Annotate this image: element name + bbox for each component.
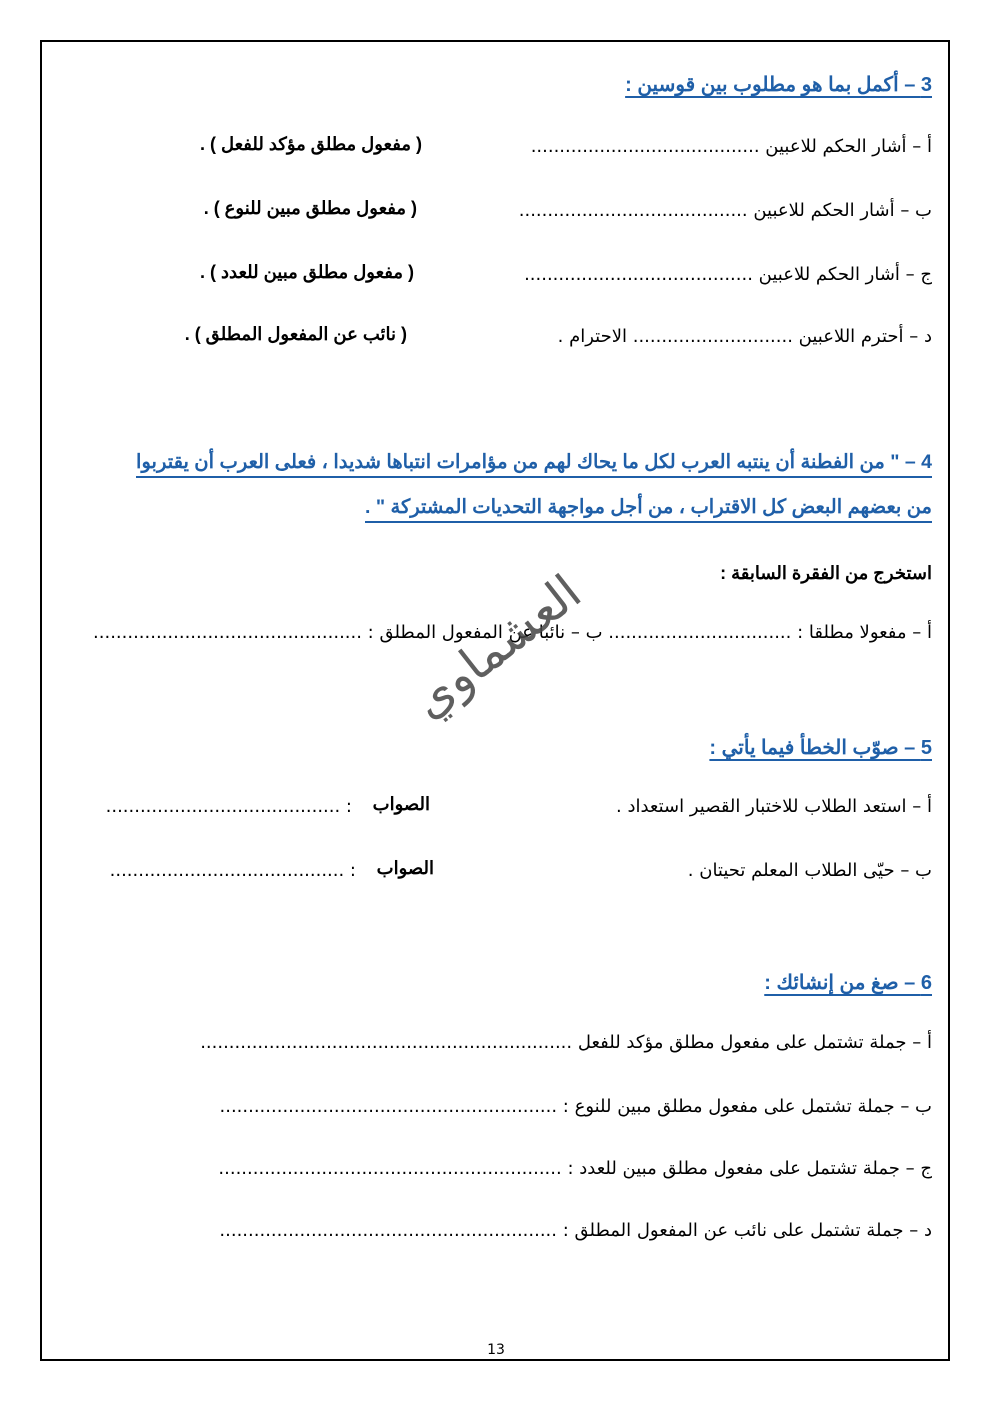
q3-item-a: أ – أشار الحكم للاعبين ........................................	[530, 136, 932, 157]
q6-title: 6 – صغ من إنشائك :	[764, 972, 932, 994]
q4-extract-label: استخرج من الفقرة السابقة :	[720, 563, 932, 583]
q5-item-b: ب – حيّى الطلاب المعلم تحيتان .	[687, 860, 932, 881]
q3-hint-c: ( مفعول مطلق مبين للعدد ) .	[200, 262, 414, 282]
q3-item-d: د – أحترم اللاعبين ............................ الاحترام .	[557, 326, 932, 347]
q5-label-b: الصواب	[376, 858, 434, 878]
q4-paragraph-line2: من بعضهم البعض كل الاقتراب ، من أجل مواجهة التحديات المشتركة " .	[365, 495, 932, 523]
q3-hint-a: ( مفعول مطلق مؤكد للفعل ) .	[199, 134, 422, 154]
q6-item-b: ب – جملة تشتمل على مفعول مطلق مبين للنوع : ...........................................................	[219, 1096, 932, 1117]
page-number: 13	[487, 1342, 505, 1358]
q5-label-a: الصواب	[372, 794, 430, 814]
q5-item-a: أ – استعد الطلاب للاختبار القصير استعداد .	[616, 796, 932, 817]
q5-title: 5 – صوّب الخطأ فيما يأتي :	[709, 737, 932, 759]
q3-item-c: ج – أشار الحكم للاعبين ........................................	[524, 264, 932, 285]
watermark-name: العشماوي	[401, 564, 592, 730]
q3-item-b: ب – أشار الحكم للاعبين ........................................	[518, 200, 932, 221]
q4-extract-items: أ – مفعولا مطلقا : ................................ ب – نائبا عن المفعول المطلق : ...............................................	[93, 622, 932, 643]
q5-blank-a: : .........................................	[105, 796, 352, 817]
q3-hint-b: ( مفعول مطلق مبين للنوع ) .	[203, 198, 417, 218]
q6-item-a: أ – جملة تشتمل على مفعول مطلق مؤكد للفعل .................................................................	[200, 1032, 932, 1053]
q5-blank-b: : .........................................	[109, 860, 356, 881]
q4-paragraph-line1: 4 – " من الفطنة أن ينتبه العرب لكل ما يحاك لهم من مؤامرات انتباها شديدا ، فعلى العرب أن يقتربوا	[136, 450, 932, 478]
q3-title: 3 – أكمل بما هو مطلوب بين قوسين :	[625, 74, 932, 96]
q3-hint-d: ( نائب عن المفعول المطلق ) .	[184, 324, 407, 344]
q6-item-c: ج – جملة تشتمل على مفعول مطلق مبين للعدد : ............................................................	[218, 1158, 932, 1179]
q6-item-d: د – جملة تشتمل على نائب عن المفعول المطلق : ...........................................................	[219, 1220, 932, 1241]
